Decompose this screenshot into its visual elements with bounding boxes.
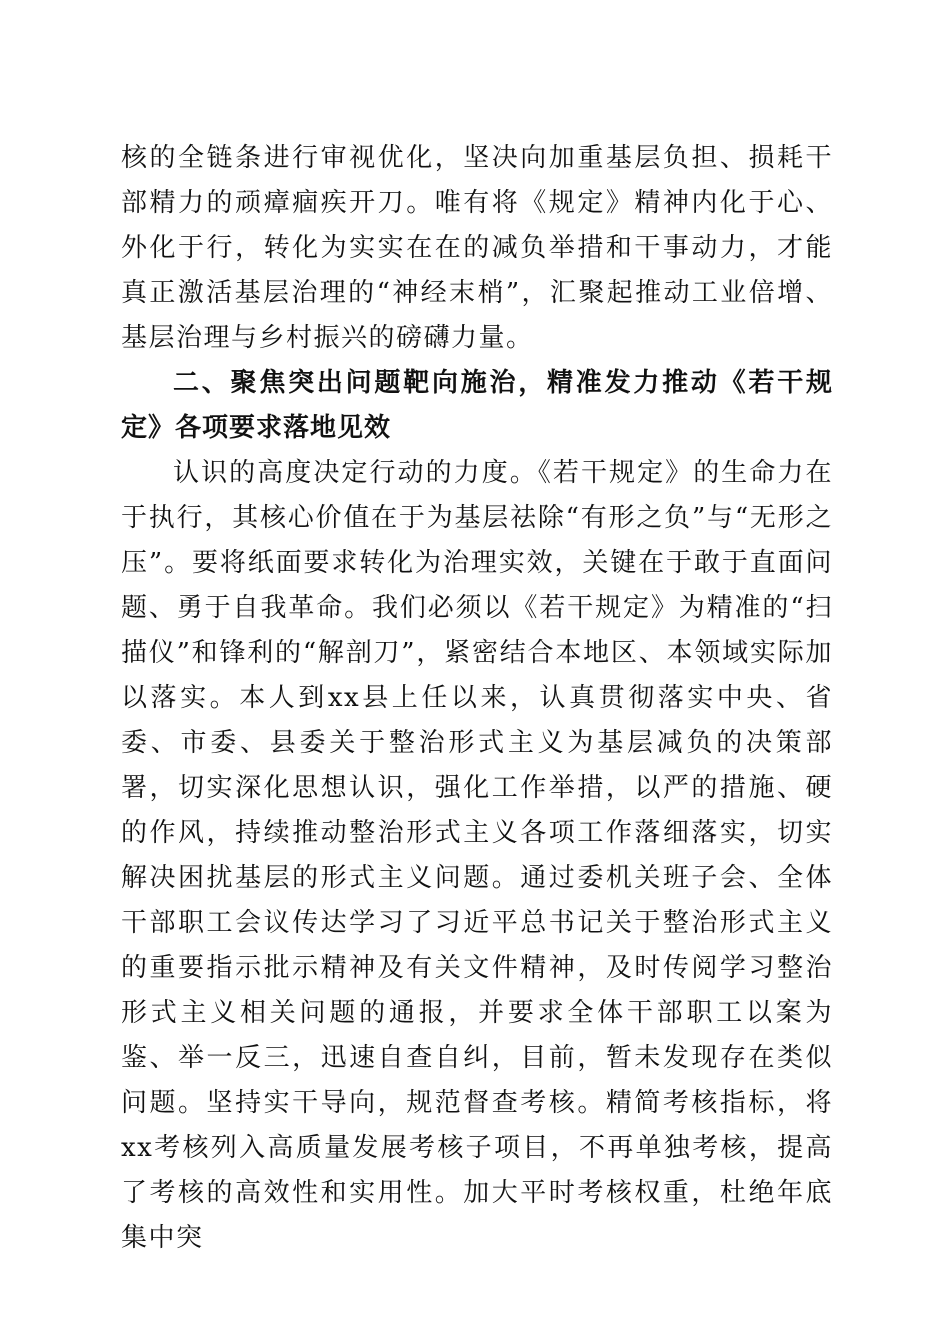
document-body — [121, 136, 833, 1261]
paragraph-section-2-body: 认识的高度决定行动的力度。《若干规定》的生命力在于执行，其核心价值在于为基层祛除“有形之负”与“无形之压”。要将纸面要求转化为治理实效，关键在于敢于直面问题、勇于自我革命。我们必须以《若干规定》为精准的“扫描仪”和锋利的“解剖刀”，紧密结合本地区、本领域实际加以落实。本人到xx县上任以来，认真贯彻落实中央、省委、市委、县委关于整治形式主义为基层减负的决策部署，切实深化思想认识，强化工作举措，以严的措施、硬的作风，持续推动整治形式主义各项工作落细落实，切实解决困扰基层的形式主义问题。通过委机关班子会、全体干部职工会议传达学习了习近平总书记关于整治形式主义的重要指示批示精神及有关文件精神，及时传阅学习整治形式主义相关问题的通报，并要求全体干部职工以案为鉴、举一反三，迅速自查自纠，目前，暂未发现存在类似问题。坚持实干导向，规范督查考核。精简考核指标，将xx考核列入高质量发展考核子项目，不再单独考核，提高了考核的高效性和实用性。加大平时考核权重，杜绝年底集中突 — [121, 458, 833, 1253]
section-heading-2: 二、聚焦突出问题靶向施治，精准发力推动《若干规定》各项要求落地见效 — [121, 368, 833, 443]
paragraph-intro-continuation: 核的全链条进行审视优化，坚决向加重基层负担、损耗干部精力的顽瘴痼疾开刀。唯有将《规定》精神内化于心、外化于行，转化为实实在在的减负举措和干事动力，才能真正激活基层治理的“神经末梢”，汇聚起推动工业倍增、基层治理与乡村振兴的磅礴力量。 — [121, 143, 833, 353]
